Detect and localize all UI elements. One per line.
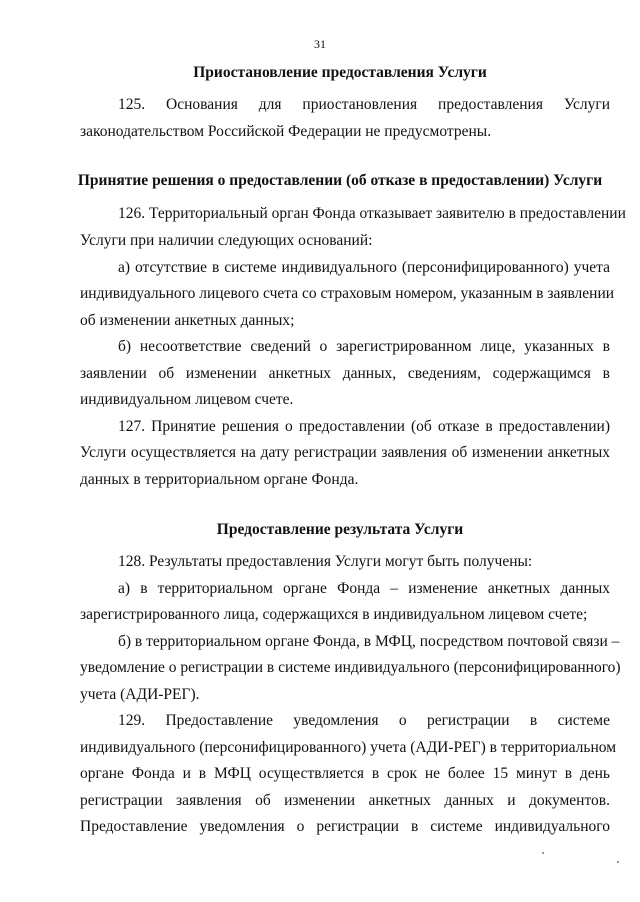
paragraph-line: Предоставление уведомления о регистрации в системе индивидуального [80, 818, 610, 835]
paragraph-line: а) отсутствие в системе индивидуального (персонифицированного) учета [118, 259, 610, 276]
paragraph-line: об изменении анкетных данных; [80, 312, 295, 329]
section-heading-result: Предоставление результата Услуги [216, 521, 464, 538]
paragraph-line: учета (АДИ-РЕГ). [80, 686, 200, 703]
paragraph-line: зарегистрированного лица, содержащихся в индивидуальном лицевом счете; [80, 606, 588, 623]
paragraph-line: данных в территориальном органе Фонда. [80, 471, 359, 488]
paragraph-line: заявлении об изменении анкетных данных, сведениям, содержащимся в [80, 365, 610, 382]
section-heading-decision: Принятие решения о предоставлении (об отказе в предоставлении) Услуги [77, 172, 603, 189]
paragraph-line: 125. Основания для приостановления предоставления Услуги [118, 96, 610, 113]
paragraph-line: регистрации заявления об изменении анкетных данных и документов. [80, 792, 610, 809]
paragraph-line: 128. Результаты предоставления Услуги могут быть получены: [118, 553, 533, 570]
paragraph-line: законодательством Российской Федерации не предусмотрены. [80, 123, 492, 140]
paragraph-line: б) несоответствие сведений о зарегистрированном лице, указанных в [118, 338, 610, 355]
paragraph-line: б) в территориальном органе Фонда, в МФЦ, посредством почтовой связи – [118, 633, 620, 650]
paragraph-line: а) в территориальном органе Фонда – изменение анкетных данных [118, 580, 610, 597]
paragraph-line: Услуги при наличии следующих оснований: [80, 232, 373, 249]
paragraph-line: 126. Территориальный орган Фонда отказывает заявителю в предоставлении [118, 205, 626, 222]
section-heading-suspension: Приостановление предоставления Услуги [193, 64, 487, 81]
page-number: 31 [314, 37, 326, 51]
paragraph-line: уведомление о регистрации в системе индивидуального (персонифицированного) [80, 659, 621, 676]
paragraph-line: 129. Предоставление уведомления о регистрации в системе [118, 712, 610, 729]
paragraph-line: Услуги осуществляется на дату регистрации заявления об изменении анкетных [80, 444, 610, 461]
paragraph-line: 127. Принятие решения о предоставлении (об отказе в предоставлении) [118, 418, 610, 435]
paragraph-line: органе Фонда и в МФЦ осуществляется в срок не более 15 минут в день [80, 765, 610, 782]
scan-speck [542, 852, 544, 854]
paragraph-line: индивидуальном лицевом счете. [80, 391, 294, 408]
paragraph-line: индивидуального лицевого счета со страховым номером, указанным в заявлении [80, 285, 615, 302]
scan-speck [617, 861, 619, 863]
paragraph-line: индивидуального (персонифицированного) учета (АДИ-РЕГ) в территориальном [80, 739, 616, 756]
